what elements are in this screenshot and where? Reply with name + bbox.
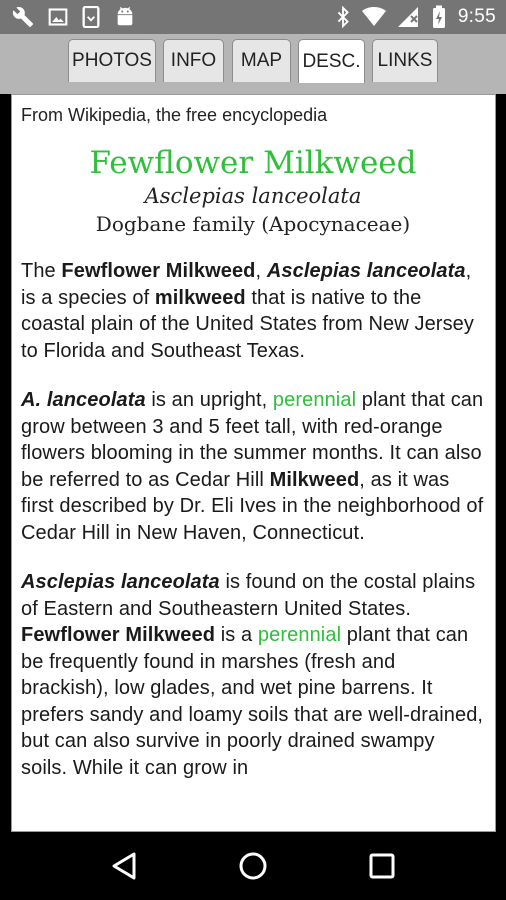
text: , as it was first described by Dr. Eli Ives in the neighborhood of Cedar Hill in New Haven, Connecticut. [21,468,484,544]
home-icon [238,851,268,881]
tab-desc[interactable]: DESC. [298,39,365,83]
download-icon [82,6,100,28]
perennial-link[interactable]: perennial [257,624,342,646]
tab-photos[interactable]: PHOTOS [68,39,156,82]
android-icon [114,6,136,28]
battery-charging-icon [432,5,446,29]
source-attribution: From Wikipedia, the free encyclopedia [21,105,328,125]
tab-links[interactable]: LINKS [372,39,438,82]
image-icon [48,7,68,27]
text: , [255,260,267,282]
status-right-icons [336,5,496,29]
text: is a [215,624,258,646]
bold-italic-text: Asclepias lanceolata [266,260,466,282]
signal-icon [398,7,420,27]
status-left-icons [12,6,136,28]
text: is found on the costal plains of Eastern and Southeastern United States. [21,571,476,620]
species-family: Dogbane family (Apocynaceae) [95,212,411,236]
species-scientific-name: Asclepias lanceolata [144,184,362,208]
tab-info[interactable]: INFO [163,39,224,82]
paragraph-intro [21,258,485,364]
status-time: 9:55 [457,6,496,27]
bold-text: Fewflower Milkweed [61,260,256,282]
back-button[interactable] [94,836,154,896]
back-icon [110,851,138,881]
home-button[interactable] [223,836,283,896]
text: plant that can grow between 3 and 5 feet tall, with red-orange flowers blooming in the summer months. It can also be referred to as Cedar Hill [21,389,484,491]
paragraph-description [21,387,485,546]
text: , is a species of [21,260,472,309]
paragraph-habitat [21,569,485,781]
status-bar [0,0,506,34]
wrench-icon [12,6,34,28]
bold-text: milkweed [154,286,246,309]
navigation-bar [0,832,506,900]
text: is an upright, [145,389,273,411]
recents-button[interactable] [352,836,412,896]
text: that is native to the coastal plain of the United States from New Jersey to Florida and Southeast Texas. [21,286,474,362]
species-header [21,144,485,238]
description-panel[interactable] [11,94,496,832]
tab-map[interactable]: MAP [232,39,291,82]
tab-bar [0,34,506,82]
bold-text: Milkweed [269,468,360,491]
perennial-link[interactable]: perennial [272,389,357,411]
species-common-name: Fewflower Milkweed [89,145,417,181]
recents-icon [369,853,395,879]
bold-italic-text: Asclepias lanceolata [21,571,220,593]
text: plant that can be frequently found in marshes (fresh and brackish), low glades, and wet pine barrens. It prefers sandy and loamy soils that are well-drained, but can also survive in poorly drained swampy soils. While it can grow in [21,624,484,779]
tab-bar-underlay [0,82,506,94]
bold-text: Fewflower Milkweed [21,624,216,646]
text: The [21,260,62,282]
wifi-icon [362,7,386,27]
bold-italic-text: A. lanceolata [21,389,146,411]
bluetooth-icon [336,6,350,28]
